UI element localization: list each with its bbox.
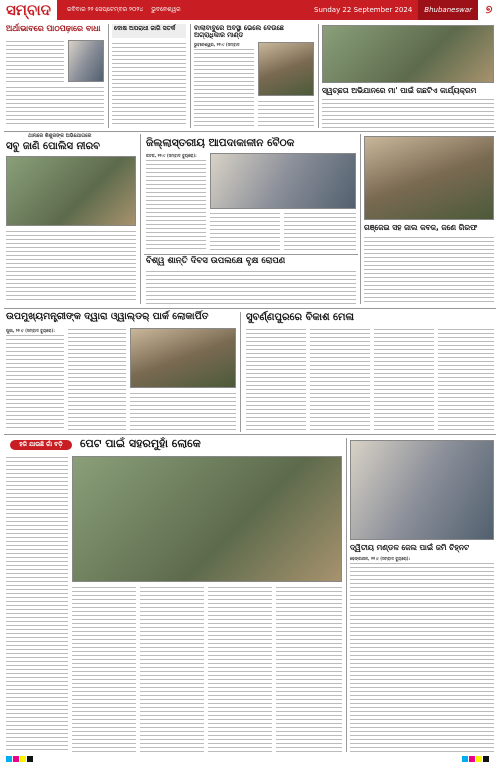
article-6-body-2 [210,212,280,252]
article-11-body-5 [276,586,342,752]
article-12-headline: ଦ୍ୱିତୀୟ ମଣ୍ଡଳ ଜେଲ ପାଇଁ ଜମି ଚିହ୍ନଟ [350,543,470,552]
article-3-body-2 [258,100,314,128]
article-5-headline: ସବୁ ଜାଣି ପୋଲିସ ନୀରବ [6,141,100,152]
edition-city: Bhubaneswar [418,0,478,20]
article-6-headline: ଜିଲ୍ଲାସ୍ତରୀୟ ଆପଦାକାଳୀନ ବୈଠକ [146,137,295,149]
article-5-kicker: ଥାନାରେ ଶିଶୁରଙ୍କ ଅଭିଯୋଗରେ [28,133,92,139]
article-1-body-2 [6,86,104,126]
article-5-photo [6,156,136,226]
article-10-body-4 [438,328,494,430]
article-2-body [112,42,186,126]
article-6-dateline: କଟକ, ୨୧।୯ (ସମ୍ବାଦ ବ୍ୟୁରୋ): [146,153,197,158]
article-6-body-3 [284,212,356,252]
article-9-dateline: ପୁରୀ, ୨୧।୯ (ସମ୍ବାଦ ବ୍ୟୁରୋ): [6,328,55,333]
article-6-photo [210,153,356,209]
article-11-photo [72,456,342,582]
article-6-body [146,159,206,251]
issue-date-en: Sunday 22 September 2024 [314,6,413,14]
article-10-body [246,328,306,430]
color-registration-strip [6,756,33,762]
article-4-body [322,98,494,128]
column-rule [360,134,361,304]
article-1-body [6,40,64,84]
row-rule [4,434,496,435]
article-8-headline: ବିଶ୍ୱ ଶାନ୍ତି ଦିବସ ଉପଲକ୍ଷେ ବୃକ୍ଷ ରୋପଣ [146,256,286,266]
article-12-body [350,562,494,752]
article-4-photo [322,25,494,83]
article-9-body [6,334,64,430]
article-3-body [194,48,254,128]
article-1-photo [68,40,104,82]
row-rule [4,308,496,309]
article-7-body [364,236,494,304]
article-9-body-3 [130,392,236,430]
column-rule [140,134,141,304]
newspaper-logo: ସମ୍ବାଦ [0,0,59,20]
article-11-body-3 [140,586,204,752]
article-2-headline: ଦୋଷ ଅପରାଧୀ ଜାଗି ସତର୍କ [114,25,176,32]
article-12-dateline: ଢେଙ୍କାନାଳ, ୨୧।୯ (ସମ୍ବାଦ ବ୍ୟୁରୋ): [350,556,411,561]
article-9-headline: ଉପମୁଖ୍ୟମନ୍ତ୍ରୀଙ୍କ ଦ୍ୱାରା ଓ୍ୱାଲ୍ଡର୍ ପାର୍କ ଲୋକାର୍ପିତ [6,311,209,322]
article-9-body-2 [68,328,126,430]
article-11-body-2 [72,586,136,752]
article-8-body [146,270,356,304]
page-number: ୭ [478,0,500,20]
article-10-body-3 [374,328,434,430]
column-rule [346,438,347,752]
article-11-body [6,456,68,752]
article-10-body-2 [310,328,370,430]
row-rule [144,254,358,255]
article-5-body [6,230,136,302]
edition-name: ଭୁବନେଶ୍ୱର [151,6,181,13]
article-12-photo [350,440,494,540]
article-4-headline: ସ୍ୱଚ୍ଛତା ଅଭିଯାନରେ ମା' ପାଇଁ ଗଛଟିଏ କାର୍ଯ୍ୟକ୍ରମ [322,86,477,95]
column-rule [190,24,191,128]
article-1-headline: ଅର୍ଥାଭାବରେ ପାଠପଢ଼ାରେ ବାଧା [6,24,101,33]
article-11-headline: ପେଟ ପାଇଁ ସହରମୁହାଁ ଲୋକେ [80,437,201,450]
column-rule [318,24,319,128]
row-rule [4,131,496,132]
column-rule [240,312,241,432]
article-11-kicker: ହଜି ଯାଉଛି ଗାଁ ବଡ଼ି [10,440,72,450]
column-rule [108,24,109,128]
article-7-photo [364,136,494,220]
article-3-dateline: ଭୁବନେଶ୍ୱର, ୨୧।୯ (ସମ୍ବାଦ [194,42,240,47]
article-7-headline: ଗଞ୍ଜେଇ ସହ ଜାଲ କବଜ, ଜଣେ ଗିରଫ [364,223,478,232]
page-header [0,0,500,20]
article-10-headline: ସୁବର୍ଣ୍ଣପୁରରେ ବିକାଶ ମେଳା [246,312,354,323]
issue-date-odia: ରବିବାର ୨୨ ସେପ୍ଟେମ୍ବର ୨୦୨୪ [66,6,144,13]
color-registration-strip [462,756,489,762]
article-9-photo [130,328,236,388]
article-3-headline: ବାଲାବାବୁରେ ଅବସ୍ଥା ଭେଲେ ଦେଉଛେ ଅଗ୍ରାଧିକାର ମାଣ୍ଡ [194,24,284,40]
article-3-photo [258,42,314,96]
article-11-body-4 [208,586,272,752]
